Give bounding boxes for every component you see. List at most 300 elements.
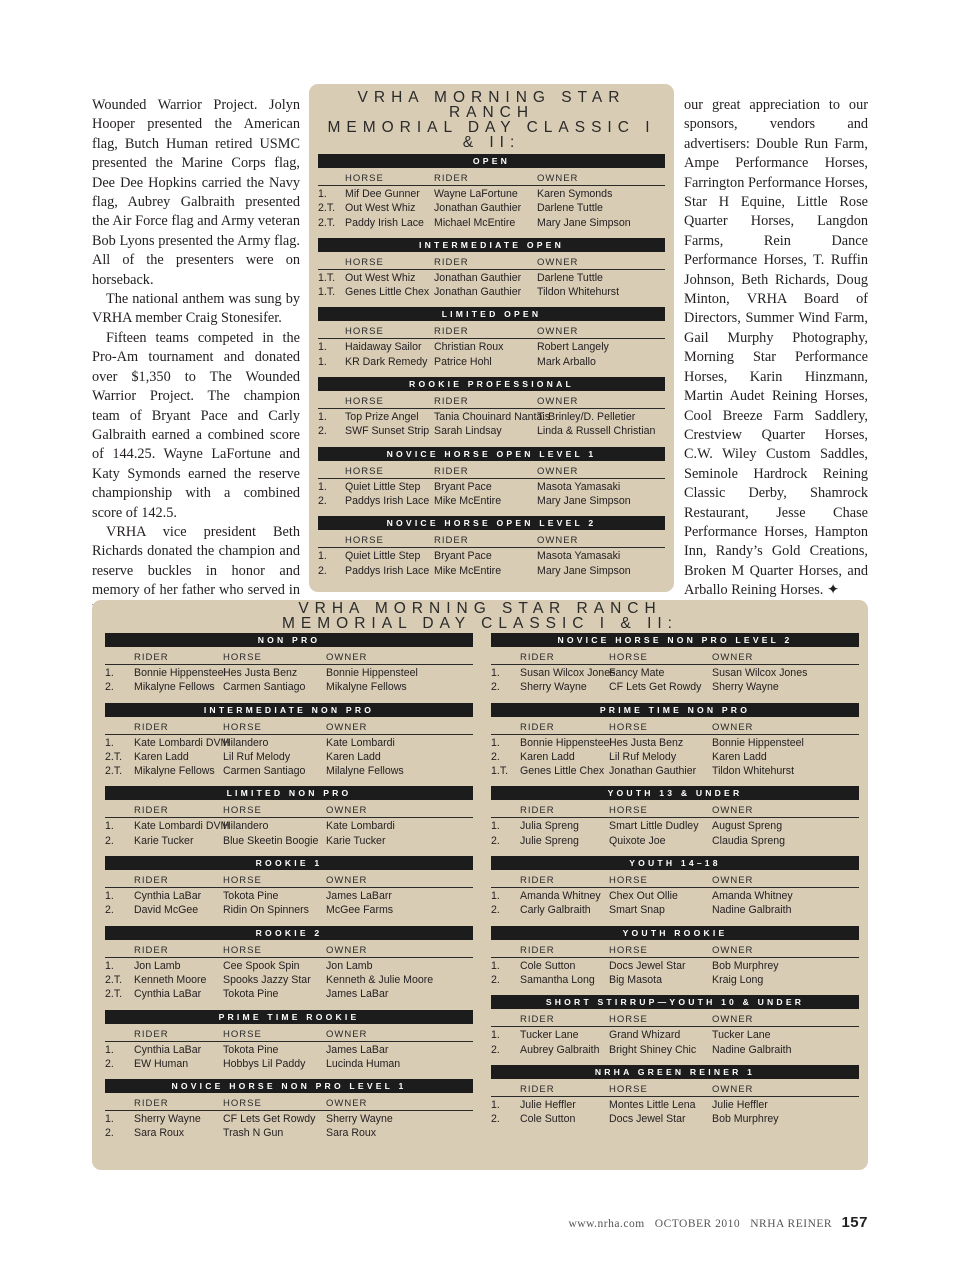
entry-cell: Masota Yamasaki [537, 550, 621, 563]
entry-cell: Out West Whiz [345, 271, 416, 284]
column-header-row [105, 1093, 473, 1111]
entry-cell: Docs Jewel Star [609, 1113, 686, 1126]
column-header: HORSE [609, 875, 648, 887]
article-paragraph: The national anthem was sung by VRHA member Craig Stonesifer. [92, 291, 300, 327]
entry-cell: James LaBar [326, 988, 389, 1001]
entry-cell: Bryant Pace [434, 550, 492, 563]
table-row [318, 410, 665, 424]
page-number: 157 [841, 1214, 868, 1231]
table-row [318, 201, 665, 215]
entry-cell: Lil Ruf Melody [223, 750, 291, 763]
entry-cell: Jonathan Gauthier [434, 202, 522, 215]
results-section [491, 856, 859, 926]
entry-cell: KR Dark Remedy [345, 355, 428, 368]
column-header-row [105, 717, 473, 735]
entry-cell: Christian Roux [434, 341, 504, 354]
entry-cell: Sherry Wayne [134, 1113, 201, 1126]
column-header: RIDER [434, 535, 469, 547]
placing: 2. [491, 904, 500, 917]
column-header: RIDER [434, 173, 469, 184]
bottom-left-sections [105, 633, 473, 1149]
table-row [105, 680, 473, 694]
column-header: RIDER [434, 326, 469, 338]
entry-cell: Mary Jane Simpson [537, 564, 631, 577]
section-title-bar: LIMITED OPEN [318, 307, 665, 321]
column-header: HORSE [609, 944, 648, 956]
entry-cell: Blue Skeetin Boogie [223, 834, 319, 847]
column-header: HORSE [223, 1098, 262, 1110]
placing: 1. [491, 959, 500, 972]
table-row [491, 750, 859, 764]
placing: 1. [491, 1098, 500, 1111]
placing: 1.T. [318, 271, 336, 284]
results-section [105, 633, 473, 703]
table-row [105, 764, 473, 778]
entry-cell: CF Lets Get Rowdy [223, 1113, 316, 1126]
entry-cell: Darlene Tuttle [537, 202, 603, 215]
column-header-row [491, 717, 859, 735]
column-header: HORSE [345, 396, 384, 408]
column-header: OWNER [712, 1014, 754, 1026]
section-title-bar: PRIME TIME NON PRO [491, 703, 859, 717]
column-header-row [318, 530, 665, 548]
column-header: HORSE [223, 721, 262, 733]
article-paragraph: Wounded Warrior Project. Jolyn Hooper presented the American flag, Butch Human retired USMC presented the Marine Corps flag, Dee Dee Hopkins carried the Navy flag, Aubrey Galbraith presented the Air Force flag and Army veteran Bob Lyons presented the Army flag. All of the presenters were on horseback. [92, 97, 300, 288]
entry-cell: Bright Shiney Chic [609, 1043, 697, 1056]
column-header-row [491, 1009, 859, 1027]
column-header-row [491, 940, 859, 958]
entry-cell: Karen Ladd [712, 750, 767, 763]
section-title-bar: OPEN [318, 154, 665, 168]
placing: 2. [105, 904, 114, 917]
column-header-row [318, 461, 665, 479]
column-header: RIDER [434, 465, 469, 477]
column-header: OWNER [712, 1083, 754, 1095]
results-section [105, 1010, 473, 1080]
column-header: OWNER [537, 465, 579, 477]
entry-cell: Jonathan Gauthier [434, 271, 522, 284]
results-section [105, 1079, 473, 1149]
entry-cell: CF Lets Get Rowdy [609, 681, 702, 694]
entry-cell: Bonnie Hippensteel [712, 736, 804, 749]
entry-cell: T. Brinley/D. Pelletier [537, 411, 636, 424]
column-header: HORSE [609, 1014, 648, 1026]
entry-cell: Cole Sutton [520, 959, 576, 972]
column-header: OWNER [326, 805, 368, 817]
results-section [318, 516, 665, 586]
placing: 2. [491, 750, 500, 763]
results-section [491, 995, 859, 1065]
footer-magazine: NRHA REINER [750, 1218, 833, 1230]
entry-cell: Smart Snap [609, 904, 665, 917]
table-row [105, 834, 473, 848]
column-header: HORSE [223, 1028, 262, 1040]
entry-cell: Amanda Whitney [712, 890, 793, 903]
entry-cell: Karie Tucker [326, 834, 386, 847]
entry-cell: Cynthia LaBar [134, 988, 202, 1001]
column-header: HORSE [223, 652, 262, 663]
column-header: RIDER [520, 721, 555, 733]
table-row [318, 285, 665, 299]
entry-cell: Mary Jane Simpson [537, 216, 631, 229]
entry-cell: Karen Ladd [520, 750, 575, 763]
table-row [105, 819, 473, 833]
results-section [491, 786, 859, 856]
entry-cell: Genes Little Chex [345, 286, 430, 299]
entry-cell: Hilandero [223, 820, 269, 833]
entry-cell: Hes Justa Benz [609, 736, 684, 749]
column-header: RIDER [134, 721, 169, 733]
article-paragraph: Fifteen teams competed in the Pro-Am tournament and donated over $1,350 to The Wounded Warrior Project. The champion team of Bryant Pace and Carly Galbraith earned a combined score of 144.25. Wayne LaFortune and Katy Symonds earned the reserve championship with a combined score of 142.5. [92, 329, 300, 521]
column-header: RIDER [520, 1014, 555, 1026]
placing: 1. [318, 355, 327, 368]
entry-cell: Carmen Santiago [223, 765, 306, 778]
table-row [491, 1112, 859, 1126]
entry-cell: Grand Whizard [609, 1029, 681, 1042]
entry-cell: Karie Tucker [134, 834, 194, 847]
placing: 1. [105, 1043, 114, 1056]
table-row [318, 494, 665, 508]
entry-cell: Cynthia LaBar [134, 890, 202, 903]
top-results-sections [318, 154, 665, 586]
entry-cell: Hes Justa Benz [223, 667, 298, 679]
entry-cell: Jonathan Gauthier [609, 765, 697, 778]
section-title-bar: INTERMEDIATE OPEN [318, 238, 665, 252]
bottom-right-sections [491, 633, 859, 1134]
placing: 2. [491, 1043, 500, 1056]
entry-cell: Big Masota [609, 973, 662, 986]
section-title-bar: YOUTH ROOKIE [491, 926, 859, 940]
column-header: RIDER [134, 805, 169, 817]
column-header: HORSE [345, 326, 384, 338]
table-row [491, 889, 859, 903]
column-header: OWNER [326, 944, 368, 956]
table-row [105, 903, 473, 917]
entry-cell: David McGee [134, 904, 199, 917]
entry-cell: Sherry Wayne [520, 681, 587, 694]
column-header: RIDER [434, 396, 469, 408]
column-header: OWNER [712, 944, 754, 956]
table-row [318, 216, 665, 230]
entry-cell: Hobbys Lil Paddy [223, 1057, 306, 1070]
entry-cell: Tokota Pine [223, 890, 279, 903]
entry-cell: Haidaway Sailor [345, 341, 422, 354]
placing: 2.T. [105, 765, 123, 778]
placing: 2. [105, 1127, 114, 1140]
entry-cell: Samantha Long [520, 973, 595, 986]
results-section [105, 786, 473, 856]
entry-cell: SWF Sunset Strip [345, 425, 430, 438]
entry-cell: Cole Sutton [520, 1113, 576, 1126]
placing: 2. [105, 681, 114, 694]
results-section [105, 703, 473, 787]
entry-cell: Sarah Lindsay [434, 425, 502, 438]
entry-cell: Kraig Long [712, 973, 764, 986]
section-title-bar: NON PRO [105, 633, 473, 647]
placing: 1. [105, 820, 114, 833]
table-row [318, 355, 665, 369]
column-header: RIDER [134, 1098, 169, 1110]
placing: 1. [105, 959, 114, 972]
section-title-bar: YOUTH 13 & UNDER [491, 786, 859, 800]
table-row [105, 1126, 473, 1140]
article-left-column [92, 96, 300, 639]
results-section [318, 447, 665, 517]
entry-cell: Julie Heffler [712, 1098, 768, 1111]
entry-cell: Karen Ladd [326, 750, 381, 763]
entry-cell: Tokota Pine [223, 1043, 279, 1056]
placing: 1. [318, 411, 327, 424]
placing: 2. [318, 425, 327, 438]
box-title-line-1: VRHA MORNING STAR RANCH [357, 89, 626, 121]
column-header: RIDER [520, 652, 555, 663]
entry-cell: Carly Galbraith [520, 904, 591, 917]
entry-cell: Jon Lamb [326, 959, 373, 972]
placing: 1.T. [318, 286, 336, 299]
section-title-bar: PRIME TIME ROOKIE [105, 1010, 473, 1024]
entry-cell: Julie Heffler [520, 1098, 576, 1111]
entry-cell: Claudia Spreng [712, 834, 786, 847]
section-title-bar: SHORT STIRRUP—YOUTH 10 & UNDER [491, 995, 859, 1009]
placing: 2. [318, 494, 327, 507]
entry-cell: James LaBarr [326, 890, 392, 903]
table-row [491, 819, 859, 833]
placing: 1. [491, 667, 500, 679]
placing: 1. [491, 1029, 500, 1042]
column-header-row [105, 647, 473, 665]
placing: 1. [318, 188, 327, 200]
table-row [491, 680, 859, 694]
column-header: HORSE [609, 805, 648, 817]
results-section [318, 154, 665, 238]
column-header: HORSE [609, 1083, 648, 1095]
table-row [491, 666, 859, 680]
entry-cell: August Spreng [712, 820, 783, 833]
entry-cell: Paddys Irish Lace [345, 494, 430, 507]
section-title-bar: NOVICE HORSE OPEN LEVEL 1 [318, 447, 665, 461]
column-header: HORSE [345, 256, 384, 268]
entry-cell: Lil Ruf Melody [609, 750, 677, 763]
entry-cell: Mike McEntire [434, 564, 502, 577]
column-header: OWNER [712, 805, 754, 817]
entry-cell: Fancy Mate [609, 667, 665, 679]
table-row [491, 903, 859, 917]
table-row [105, 736, 473, 750]
entry-cell: Jonathan Gauthier [434, 286, 522, 299]
entry-cell: Paddys Irish Lace [345, 564, 430, 577]
entry-cell: Tucker Lane [520, 1029, 579, 1042]
column-header: RIDER [434, 256, 469, 268]
table-row [318, 187, 665, 201]
entry-cell: Lucinda Human [326, 1057, 401, 1070]
entry-cell: Masota Yamasaki [537, 480, 621, 493]
placing: 1. [491, 736, 500, 749]
placing: 2.T. [105, 988, 123, 1001]
entry-cell: Bonnie Hippensteel [326, 667, 418, 679]
table-row [318, 424, 665, 438]
table-row [491, 1043, 859, 1057]
entry-cell: Chex Out Ollie [609, 890, 678, 903]
entry-cell: Spooks Jazzy Star [223, 973, 311, 986]
entry-cell: Quiet Little Step [345, 480, 421, 493]
entry-cell: Bob Murphrey [712, 959, 779, 972]
results-section [318, 307, 665, 377]
column-header: RIDER [134, 652, 169, 663]
placing: 2. [491, 681, 500, 694]
entry-cell: McGee Farms [326, 904, 394, 917]
entry-cell: Kenneth Moore [134, 973, 207, 986]
entry-cell: Julie Spreng [520, 834, 579, 847]
results-section [491, 633, 859, 703]
table-row [318, 271, 665, 285]
column-header-row [105, 870, 473, 888]
placing: 2. [318, 564, 327, 577]
column-header-row [318, 168, 665, 186]
box-title-line-2: MEMORIAL DAY CLASSIC I & II: [282, 615, 678, 632]
column-header: RIDER [520, 1083, 555, 1095]
entry-cell: Mary Jane Simpson [537, 494, 631, 507]
footer-site: www.nrha.com [568, 1218, 645, 1230]
table-row [105, 1112, 473, 1126]
section-title-bar: NRHA GREEN REINER 1 [491, 1065, 859, 1079]
column-header: RIDER [520, 944, 555, 956]
table-row [491, 764, 859, 778]
entry-cell: Quiet Little Step [345, 550, 421, 563]
column-header-row [105, 800, 473, 818]
entry-cell: Mikalyne Fellows [134, 681, 215, 694]
article-text: our great appreciation to our sponsors, vendors and advertisers: Double Run Farm, Ampe Performance Horses, Farrington Performance Horses, Star H Equine, Little Rose Quarter Horses, Langdon Farms, Rein Dance Performance Horses, T. Ruffin Johnson, Beth Richards, Doug Minton, VRHA Board of Directors, Summer Wind Farm, Gail Murphy Photography, Morning Star Performance Horses, Karin Hinzmann, Martin Audet Reining Horses, Cool Breeze Farm Saddlery, Crestview Quarter Horses, C.W. Wiley Custom Saddles, Seminole Hardrock Reining Classic Derby, Shamrock Restaurant, Jesse Chase Performance Horses, Hampton Inn, Randy’s Gold Creations, Broken M Quarter Horses, and Arballo Reining Horses. [684, 97, 868, 599]
article-right-column [684, 96, 868, 601]
entry-cell: Kate Lombardi [326, 820, 395, 833]
entry-cell: Amanda Whitney [520, 890, 601, 903]
table-row [491, 973, 859, 987]
entry-cell: Mikalyne Fellows [326, 681, 407, 694]
entry-cell: Tania Chouinard Nantais [434, 411, 551, 424]
bottom-results-box [92, 600, 868, 1170]
entry-cell: Michael McEntire [434, 216, 516, 229]
section-title-bar: NOVICE HORSE OPEN LEVEL 2 [318, 516, 665, 530]
entry-cell: Karen Symonds [537, 188, 613, 200]
entry-cell: Out West Whiz [345, 202, 416, 215]
entry-cell: Aubrey Galbraith [520, 1043, 600, 1056]
entry-cell: Susan Wilcox Jones [712, 667, 808, 679]
section-title-bar: INTERMEDIATE NON PRO [105, 703, 473, 717]
table-row [105, 889, 473, 903]
column-header: OWNER [326, 1098, 368, 1110]
entry-cell: Patrice Hohl [434, 355, 492, 368]
column-header: OWNER [537, 173, 579, 184]
entry-cell: Sara Roux [326, 1127, 377, 1140]
column-header: RIDER [134, 1028, 169, 1040]
table-row [318, 549, 665, 563]
column-header: OWNER [326, 721, 368, 733]
column-header-row [318, 321, 665, 339]
column-header: OWNER [326, 652, 368, 663]
footer-issue: OCTOBER 2010 [654, 1218, 741, 1230]
table-row [105, 750, 473, 764]
entry-cell: Sara Roux [134, 1127, 185, 1140]
placing: 2.T. [105, 973, 123, 986]
placing: 1. [491, 890, 500, 903]
entry-cell: Julia Spreng [520, 820, 579, 833]
results-section [105, 856, 473, 926]
results-section [491, 703, 859, 787]
placing: 2. [105, 834, 114, 847]
column-header-row [491, 870, 859, 888]
article-paragraph: VRHA vice president Beth Richards donated the champion and reserve buckles in honor and memory of her father who served in [92, 523, 300, 599]
results-section [318, 377, 665, 447]
section-title-bar: NOVICE HORSE NON PRO LEVEL 2 [491, 633, 859, 647]
table-row [105, 959, 473, 973]
table-row [491, 959, 859, 973]
table-row [491, 736, 859, 750]
entry-cell: Mark Arballo [537, 355, 596, 368]
article-paragraph [684, 96, 868, 601]
table-row [105, 1043, 473, 1057]
entry-cell: Linda & Russell Christian [537, 425, 656, 438]
table-row [318, 480, 665, 494]
entry-cell: James LaBar [326, 1043, 389, 1056]
table-row [318, 564, 665, 578]
column-header: HORSE [223, 805, 262, 817]
section-title-bar: ROOKIE PROFESSIONAL [318, 377, 665, 391]
column-header: HORSE [223, 944, 262, 956]
column-header: OWNER [537, 535, 579, 547]
page-footer [568, 1214, 868, 1231]
entry-cell: Cynthia LaBar [134, 1043, 202, 1056]
placing: 1. [318, 550, 327, 563]
entry-cell: Montes Little Lena [609, 1098, 696, 1111]
column-header: HORSE [345, 535, 384, 547]
section-title-bar: ROOKIE 1 [105, 856, 473, 870]
placing: 2. [491, 834, 500, 847]
entry-cell: Susan Wilcox Jones [520, 667, 616, 679]
entry-cell: Tildon Whitehurst [712, 765, 795, 778]
entry-cell: Mikalyne Fellows [134, 765, 215, 778]
column-header-row [105, 1024, 473, 1042]
column-header-row [318, 391, 665, 409]
placing: 2. [491, 1113, 500, 1126]
table-row [491, 834, 859, 848]
entry-cell: Bonnie Hippensteel [520, 736, 612, 749]
entry-cell: Kate Lombardi DVM [134, 820, 230, 833]
column-header: OWNER [326, 875, 368, 887]
column-header: RIDER [520, 805, 555, 817]
placing: 2. [491, 973, 500, 986]
column-header: OWNER [712, 652, 754, 663]
entry-cell: Cee Spook Spin [223, 959, 300, 972]
end-mark-icon: ✦ [826, 582, 839, 599]
column-header: OWNER [712, 721, 754, 733]
column-header: HORSE [223, 875, 262, 887]
entry-cell: Kenneth & Julie Moore [326, 973, 434, 986]
entry-cell: Milalyne Fellows [326, 765, 404, 778]
placing: 2. [105, 1057, 114, 1070]
box-title-line-1: VRHA MORNING STAR RANCH [298, 600, 662, 617]
entry-cell: Kate Lombardi DVM [134, 736, 230, 749]
entry-cell: Carmen Santiago [223, 681, 306, 694]
column-header: RIDER [134, 944, 169, 956]
column-header: OWNER [537, 326, 579, 338]
entry-cell: Trash N Gun [223, 1127, 284, 1140]
entry-cell: Top Prize Angel [345, 411, 419, 424]
table-row [105, 666, 473, 680]
placing: 2.T. [318, 216, 336, 229]
entry-cell: Hilandero [223, 736, 269, 749]
results-section [105, 926, 473, 1010]
entry-cell: Tucker Lane [712, 1029, 771, 1042]
entry-cell: Docs Jewel Star [609, 959, 686, 972]
